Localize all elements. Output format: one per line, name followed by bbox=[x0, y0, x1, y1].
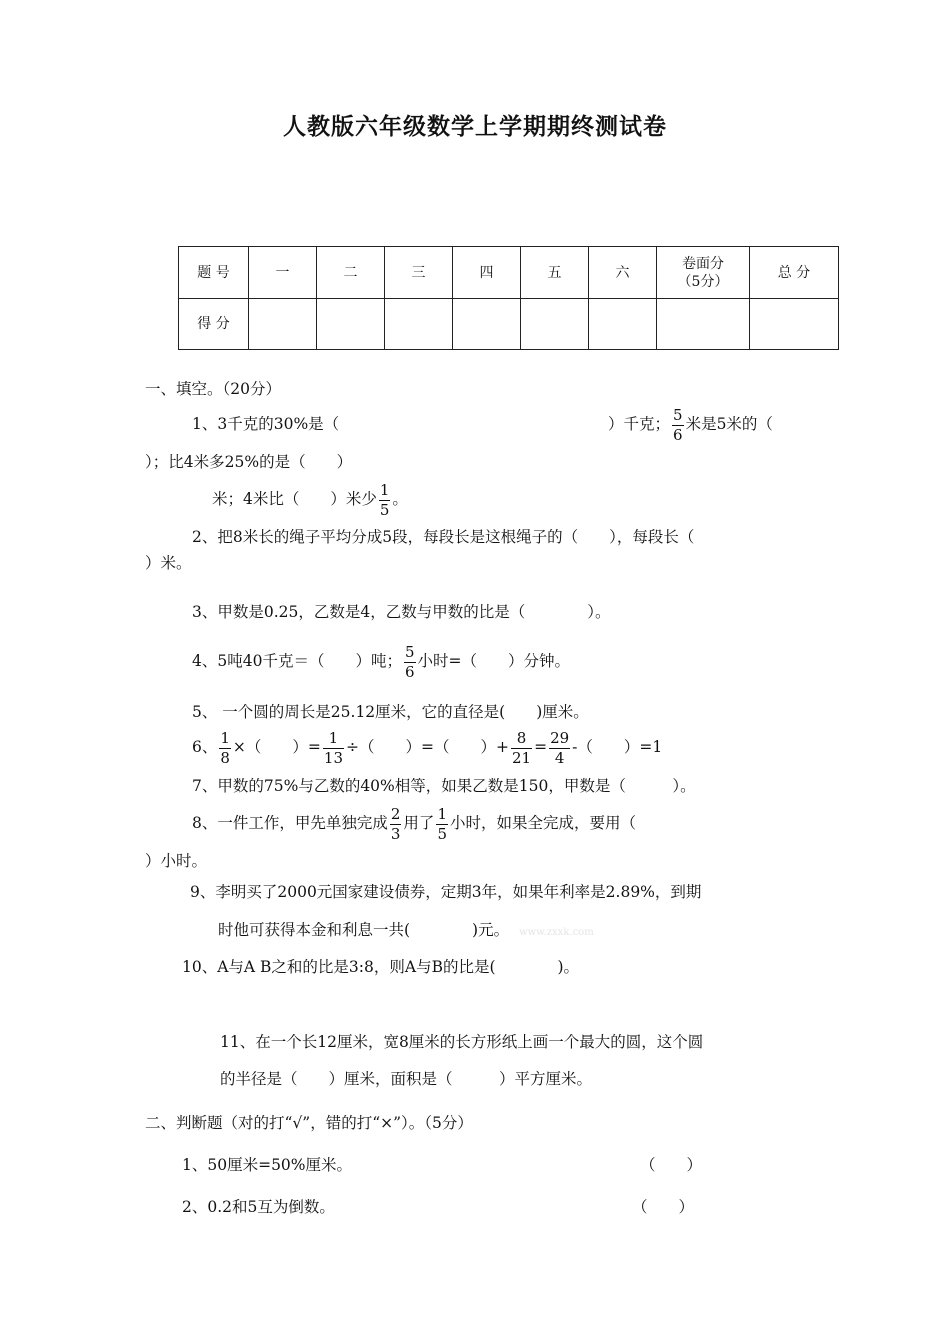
q5: 5、 一个圆的周长是25.12厘米，它的直径是( )厘米。 bbox=[192, 703, 589, 721]
score-cell[interactable] bbox=[385, 299, 453, 350]
score-table-score-row bbox=[179, 299, 839, 350]
q6-fraction-3: $\frac{8}{21}$ bbox=[511, 728, 532, 767]
q8-fraction-1: $\frac{2}{3}$ bbox=[390, 804, 401, 843]
judge-item-2-blank[interactable]: （ ） bbox=[632, 1198, 695, 1216]
header-cell-3: 三 bbox=[385, 247, 453, 299]
q4: 4、5吨40千克＝（ ）吨； $\frac{5}{6}$ 小时=（ ）分钟。 bbox=[192, 642, 570, 681]
header-cell-total: 总 分 bbox=[750, 247, 839, 299]
q6-fraction-2: $\frac{1}{13}$ bbox=[323, 728, 343, 767]
q4-fraction: $\frac{5}{6}$ bbox=[404, 642, 415, 681]
score-cell[interactable] bbox=[589, 299, 657, 350]
score-row-label: 得 分 bbox=[179, 299, 249, 350]
score-table bbox=[178, 246, 839, 350]
score-cell[interactable] bbox=[657, 299, 750, 350]
section1-heading: 一、填空。（20分） bbox=[145, 380, 281, 398]
header-cell-5: 五 bbox=[521, 247, 589, 299]
judge-item-2-text: 2、0.2和5互为倒数。 bbox=[182, 1198, 335, 1216]
section2-heading: 二、判断题（对的打“√”，错的打“×”）。（5分） bbox=[145, 1114, 473, 1132]
q1-part-c: 米是5米的（ bbox=[685, 415, 773, 433]
q1-line1-right bbox=[608, 400, 773, 448]
header-cell-4: 四 bbox=[453, 247, 521, 299]
header-cell-2: 二 bbox=[317, 247, 385, 299]
q11-line2: 的半径是（ ）厘米，面积是（ ）平方厘米。 bbox=[220, 1070, 593, 1088]
score-cell[interactable] bbox=[521, 299, 589, 350]
header-cell-6: 六 bbox=[589, 247, 657, 299]
q1-part-b: ）千克； bbox=[608, 415, 671, 433]
q1-line2: ）；比4米多25%的是（ ） bbox=[145, 453, 353, 471]
score-cell[interactable] bbox=[453, 299, 521, 350]
q9-line2: 时他可获得本金和利息一共( )元。 www.zxxk.com bbox=[218, 921, 594, 939]
q1-part-a: 1、3千克的30%是（ bbox=[192, 415, 340, 433]
q2-line2: ）米。 bbox=[145, 554, 192, 572]
q9-line1: 9、李明买了2000元国家建设债券，定期3年，如果年利率是2.89%，到期 bbox=[190, 883, 702, 901]
q6-fraction-4: $\frac{29}{4}$ bbox=[550, 728, 570, 767]
page-title: 人教版六年级数学上学期期终测试卷 bbox=[283, 114, 667, 140]
q2-line1: 2、把8米长的绳子平均分成5段，每段长是这根绳子的（ ），每段长（ bbox=[192, 528, 695, 546]
header-cell-neatness: 卷面分 （5分） bbox=[657, 247, 750, 299]
q8-line2: ）小时。 bbox=[145, 852, 208, 870]
q3: 3、甲数是0.25，乙数是4，乙数与甲数的比是（ ）。 bbox=[192, 603, 611, 621]
q1-fraction-1: $\frac{5}{6}$ bbox=[673, 405, 683, 444]
q1-fraction-2: $\frac{1}{5}$ bbox=[379, 480, 390, 519]
q8-line1: 8、一件工作，甲先单独完成 $\frac{2}{3}$ 用了 $\frac{1}{5}$ 小时，如果全完成，要用（ bbox=[192, 804, 636, 843]
q6-fraction-1: $\frac{1}{8}$ bbox=[220, 728, 230, 767]
score-cell[interactable] bbox=[317, 299, 385, 350]
score-cell[interactable] bbox=[750, 299, 839, 350]
q7: 7、甲数的75%与乙数的40%相等，如果乙数是150，甲数是（ ）。 bbox=[192, 777, 696, 795]
score-cell[interactable] bbox=[249, 299, 317, 350]
q1-line3: 米；4米比（ ）米少 $\frac{1}{5}$ 。 bbox=[212, 480, 408, 519]
header-cell-1: 一 bbox=[249, 247, 317, 299]
q10: 10、A与A B之和的比是3:8，则A与B的比是( )。 bbox=[182, 958, 580, 976]
q11-line1: 11、在一个长12厘米，宽8厘米的长方形纸上画一个最大的圆，这个圆 bbox=[220, 1033, 704, 1051]
score-table-header-row bbox=[179, 247, 839, 299]
q8-fraction-2: $\frac{1}{5}$ bbox=[437, 804, 447, 843]
header-cell-number: 题 号 bbox=[179, 247, 249, 299]
judge-item-1-text: 1、50厘米=50%厘米。 bbox=[182, 1156, 353, 1174]
faint-watermark: www.zxxk.com bbox=[519, 927, 594, 938]
judge-item-1-blank[interactable]: （ ） bbox=[640, 1156, 703, 1174]
q6: 6、 $\frac{1}{8}$ ×（ ）= $\frac{1}{13}$ ÷（ ）=（ ）+ $\frac{8}{21}$ = $\frac{29}{4}$ -（ ）=1 bbox=[192, 728, 663, 767]
